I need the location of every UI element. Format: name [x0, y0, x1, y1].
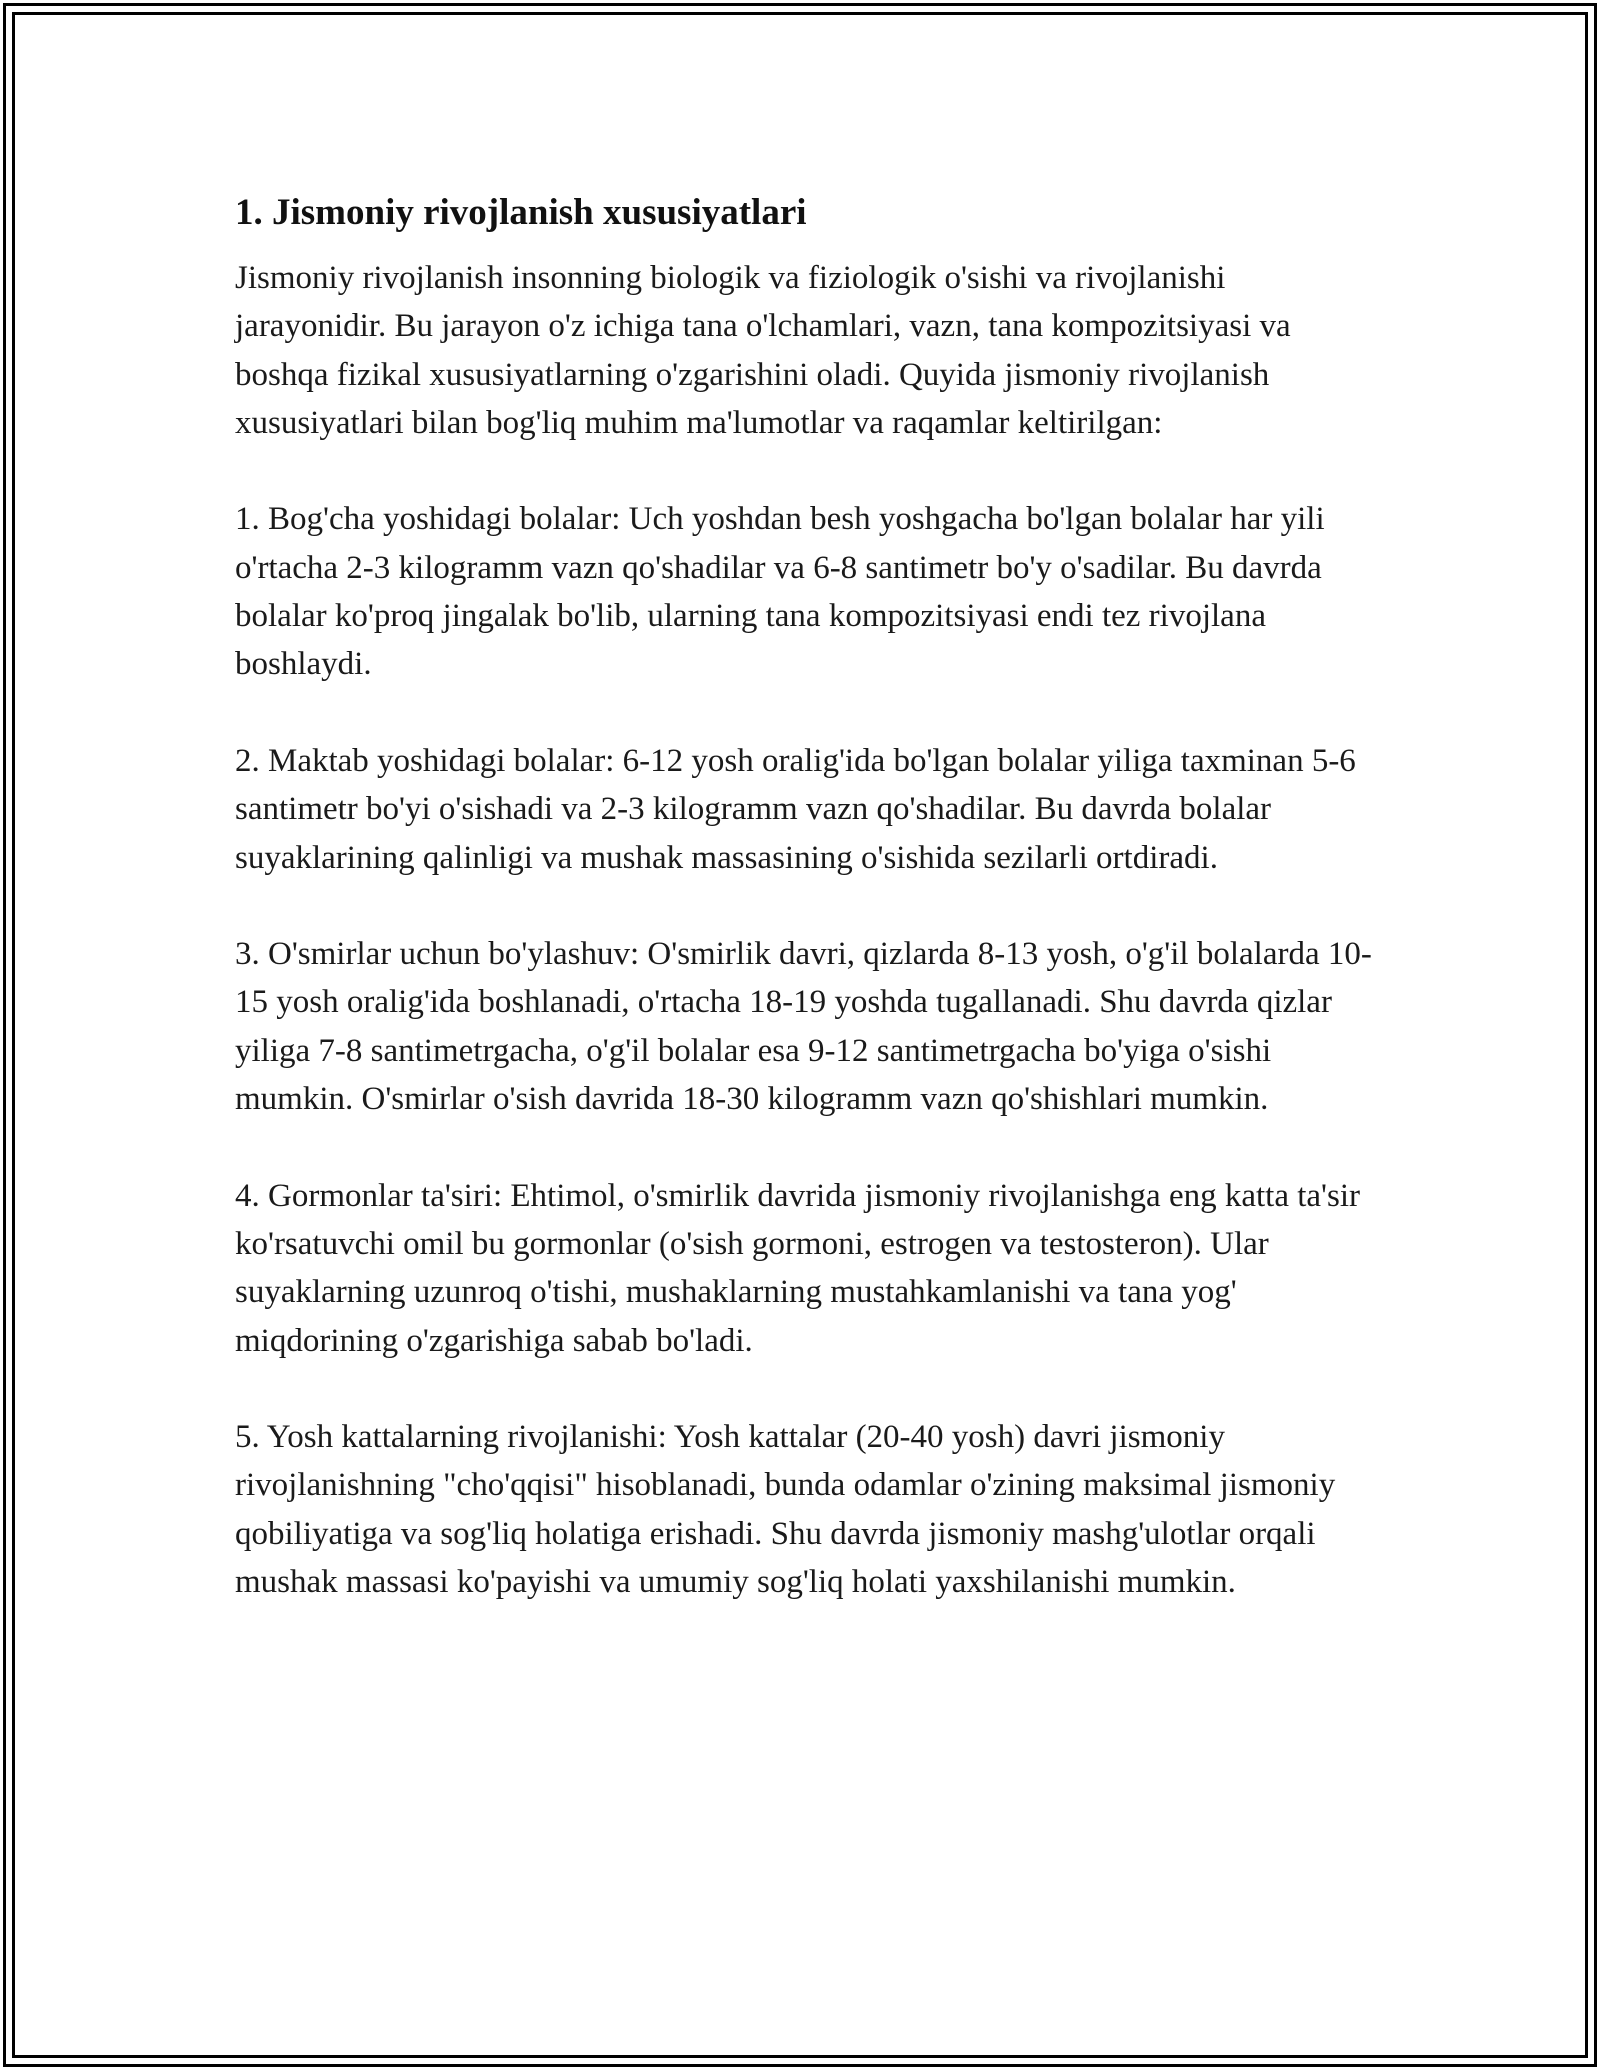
paragraph-young-adult-development: 5. Yosh kattalarning rivojlanishi: Yosh kattalar (20-40 yosh) davri jismoniy rivojlanishning "cho'qqisi" hisoblanadi, bunda odamlar o'zining maksimal jismoniy qobiliyatiga va sog'liq holatiga erishadi. Shu davrda jismoniy mashg'ulotlar orqali mushak massasi ko'payishi va umumiy sog'liq holati yaxshilanishi mumkin. — [235, 1419, 1336, 1601]
paragraph-adolescent-growth: 3. O'smirlar uchun bo'ylashuv: O'smirlik davri, qizlarda 8-13 yosh, o'g'il bolalarda 10-15 yosh oralig'ida boshlanadi, o'rtacha 18-19 yoshda tugallanadi. Shu davrda qizlar yiliga 7-8 santimetrgacha, o'g'il bolalar esa 9-12 santimetrgacha bo'yiga o'sishi mumkin. O'smirlar o'sish davrida 18-30 kilogramm vazn qo'shishlari mumkin. — [235, 936, 1372, 1118]
document-title: 1. Jismoniy rivojlanish xususiyatlari — [235, 192, 807, 233]
intro-paragraph: Jismoniy rivojlanish insonning biologik va fiziologik o'sishi va rivojlanishi jarayonidir. Bu jarayon o'z ichiga tana o'lchamlari, vazn, tana kompozitsiyasi va boshqa fizikal xususiyatlarning o'zgarishini oladi. Quyida jismoniy rivojlanish xususiyatlari bilan bog'liq muhim ma'lumotlar va raqamlar keltirilgan: — [235, 260, 1291, 441]
paragraph-kindergarten-children: 1. Bog'cha yoshidagi bolalar: Uch yoshdan besh yoshgacha bo'lgan bolalar har yili o'rtacha 2-3 kilogramm vazn qo'shadilar va 6-8 santimetr bo'y o'sadilar. Bu davrda bolalar ko'proq jingalak bo'lib, ularning tana kompozitsiyasi endi tez rivojlana boshlaydi. — [235, 501, 1325, 683]
paragraph-school-age-children: 2. Maktab yoshidagi bolalar: 6-12 yosh oralig'ida bo'lgan bolalar yiliga taxminan 5-6 santimetr bo'yi o'sishadi va 2-3 kilogramm vazn qo'shadilar. Bu davrda bolalar suyaklarining qalinligi va mushak massasining o'sishida sezilarli ortdiradi. — [235, 742, 1356, 876]
document-body — [235, 188, 1375, 1606]
paragraph-hormone-influence: 4. Gormonlar ta'siri: Ehtimol, o'smirlik davrida jismoniy rivojlanishga eng katta ta'sir ko'rsatuvchi omil bu gormonlar (o'sish gormoni, estrogen va testosteron). Ular suyaklarning uzunroq o'tishi, mushaklarning mustahkamlanishi va tana yog' miqdorining o'zgarishiga sabab bo'ladi. — [235, 1177, 1360, 1359]
